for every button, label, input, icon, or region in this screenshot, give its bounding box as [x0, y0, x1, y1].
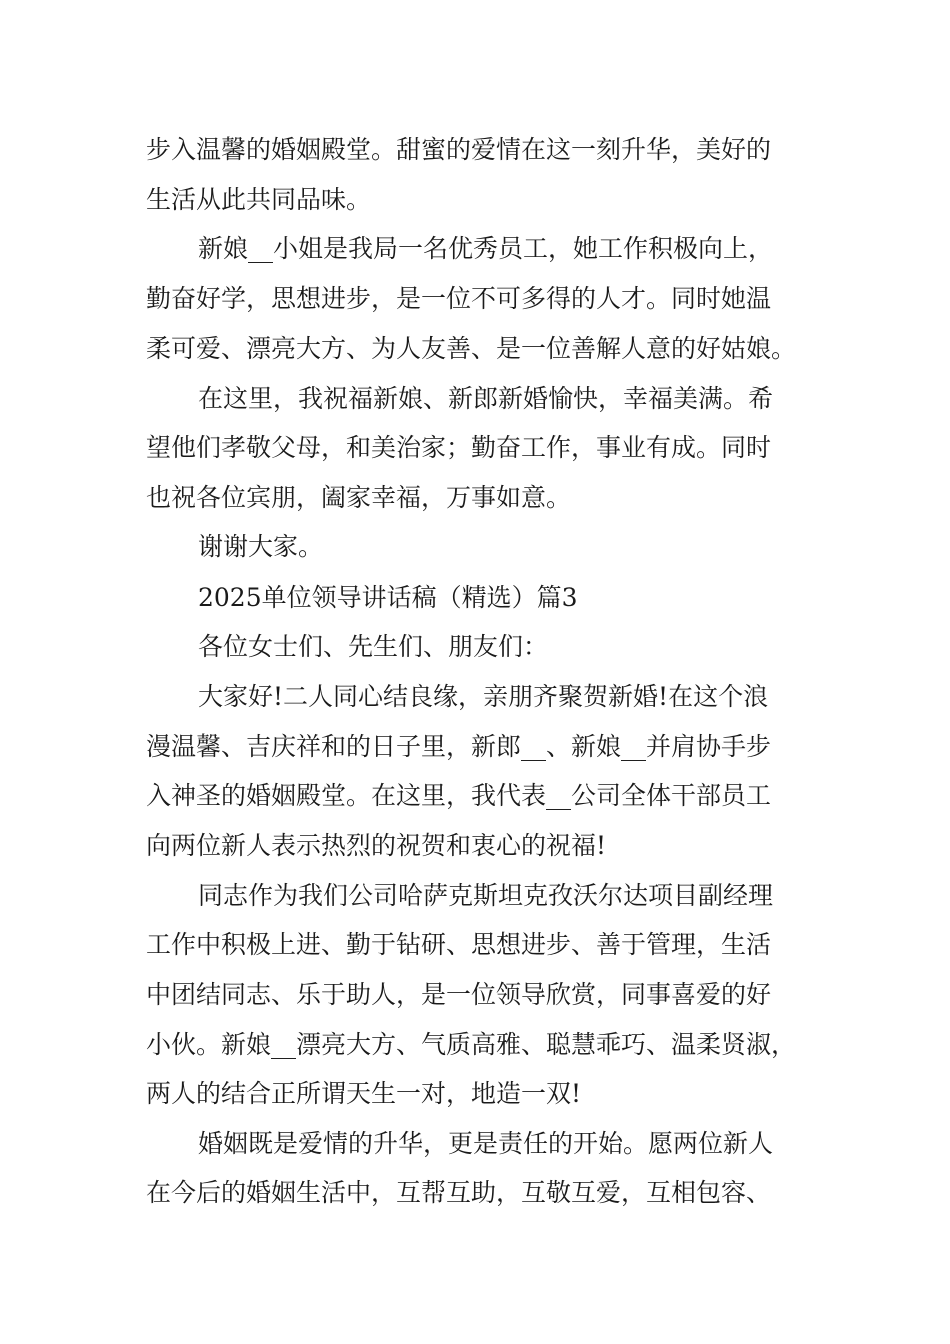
- text-line: 入神圣的婚姻殿堂。在这里，我代表__公司全体干部员工: [146, 781, 772, 810]
- text-line: 同志作为我们公司哈萨克斯坦克孜沃尔达项目副经理: [198, 881, 774, 910]
- text-line: 步入温馨的婚姻殿堂。甜蜜的爱情在这一刻升华，美好的: [146, 135, 772, 164]
- text-line: 在这里，我祝福新娘、新郎新婚愉快，幸福美满。希: [198, 384, 774, 413]
- text-line: 工作中积极上进、勤于钻研、思想进步、善于管理，生活: [146, 930, 772, 959]
- text-line: 大家好!二人同心结良缘，亲朋齐聚贺新婚!在这个浪: [198, 682, 769, 711]
- text-line: 向两位新人表示热烈的祝贺和衷心的祝福!: [146, 831, 607, 860]
- text-line: 新娘__小姐是我局一名优秀员工，她工作积极向上，: [198, 234, 774, 263]
- text-line: 漫温馨、吉庆祥和的日子里，新郎__、新娘__并肩协手步: [146, 732, 772, 761]
- text-line: 谢谢大家。: [198, 532, 324, 561]
- text-line: 两人的结合正所谓天生一对，地造一双!: [146, 1079, 582, 1108]
- text-line: 柔可爱、漂亮大方、为人友善、是一位善解人意的好姑娘。: [146, 334, 797, 363]
- text-line: 也祝各位宾朋，阖家幸福，万事如意。: [146, 483, 572, 512]
- text-line: 在今后的婚姻生活中，互帮互助，互敬互爱，互相包容、: [146, 1178, 772, 1207]
- text-line: 中团结同志、乐于助人，是一位领导欣赏，同事喜爱的好: [146, 980, 772, 1009]
- text-line: 小伙。新娘__漂亮大方、气质高雅、聪慧乖巧、温柔贤淑，: [146, 1030, 797, 1059]
- section-heading: 2025单位领导讲话稿（精选）篇3: [198, 583, 578, 612]
- text-line: 婚姻既是爱情的升华，更是责任的开始。愿两位新人: [198, 1129, 774, 1158]
- text-line: 勤奋好学，思想进步，是一位不可多得的人才。同时她温: [146, 284, 772, 313]
- salutation: 各位女士们、先生们、朋友们：: [198, 632, 549, 661]
- text-line: 望他们孝敬父母，和美治家；勤奋工作，事业有成。同时: [146, 433, 772, 462]
- text-line: 生活从此共同品味。: [146, 185, 372, 214]
